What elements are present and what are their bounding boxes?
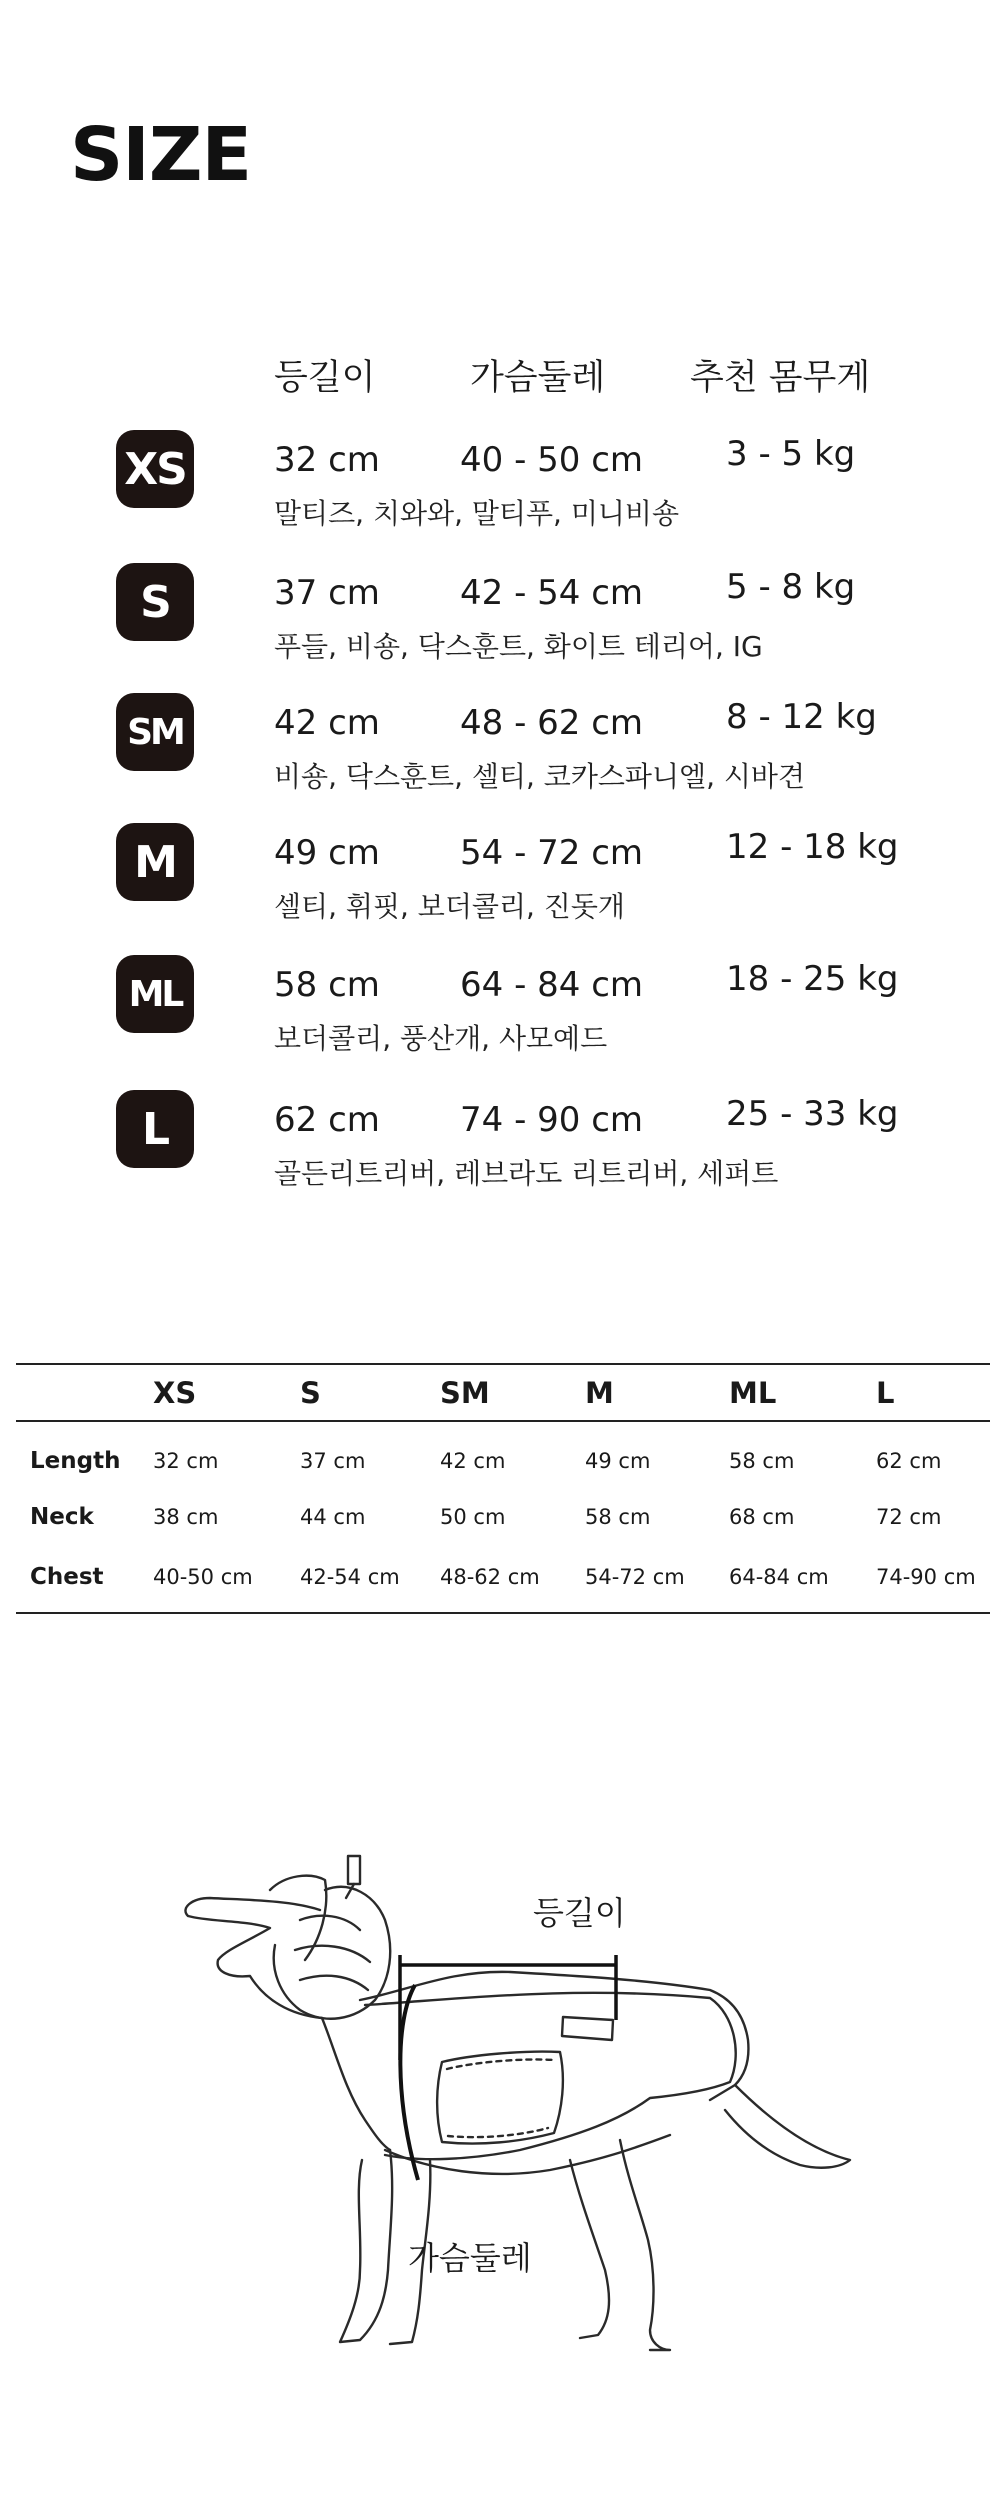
size-spec-table	[16, 1363, 990, 1614]
table-cell: 74-90 cm	[876, 1564, 976, 1589]
size-row-s	[0, 563, 1000, 673]
table-cell: 62 cm	[876, 1448, 942, 1473]
back-length-value: 42 cm	[274, 703, 380, 743]
breed-list: 푸들, 비숑, 닥스훈트, 화이트 테리어, IG	[274, 630, 763, 663]
table-header-m: M	[585, 1375, 614, 1410]
table-cell: 32 cm	[153, 1448, 219, 1473]
weight-value: 3 - 5 kg	[726, 434, 856, 474]
table-header-s: S	[300, 1375, 321, 1410]
table-cell: 44 cm	[300, 1505, 366, 1529]
dog-head-outline	[185, 1898, 322, 2018]
snood-toggle	[348, 1856, 360, 1884]
size-badge: L	[116, 1090, 194, 1168]
table-header-l: L	[876, 1375, 895, 1410]
table-cell: 58 cm	[585, 1505, 651, 1529]
size-badge: S	[116, 563, 194, 641]
chest-value: 64 - 84 cm	[460, 965, 644, 1005]
table-header-row	[16, 1364, 990, 1421]
table-cell: 50 cm	[440, 1505, 506, 1529]
table-cell: 42 cm	[440, 1448, 506, 1473]
chest-value: 40 - 50 cm	[460, 440, 644, 480]
back-length-diagram-label: 등길이	[533, 1894, 626, 1932]
size-badge: SM	[116, 693, 194, 771]
weight-value: 18 - 25 kg	[726, 959, 899, 999]
snood-collar-outline	[274, 1887, 390, 2019]
chest-value: 42 - 54 cm	[460, 573, 644, 613]
chest-value: 54 - 72 cm	[460, 833, 644, 873]
breed-list: 비숑, 닥스훈트, 셀티, 코카스파니엘, 시바견	[274, 760, 806, 793]
dog-tail	[725, 2085, 850, 2168]
table-row	[16, 1549, 990, 1613]
front-leg	[340, 2150, 392, 2342]
size-row-m	[0, 823, 1000, 933]
column-header-weight: 추천 몸무게	[690, 358, 871, 398]
dog-measurement-illustration	[150, 1850, 890, 2390]
size-row-xs	[0, 430, 1000, 540]
column-header-chest: 가슴둘레	[470, 358, 606, 398]
table-cell: 49 cm	[585, 1448, 651, 1473]
table-cell: 72 cm	[876, 1505, 942, 1529]
row-label-chest: Chest	[30, 1563, 104, 1590]
table-cell: 38 cm	[153, 1505, 219, 1529]
dog-chest-outline	[322, 2018, 390, 2150]
size-badge: M	[116, 823, 194, 901]
table-cell: 68 cm	[729, 1505, 795, 1529]
coat-pocket	[562, 2017, 613, 2040]
table-cell: 40-50 cm	[153, 1564, 253, 1589]
table-cell: 58 cm	[729, 1448, 795, 1473]
table-header-xs: XS	[153, 1375, 197, 1410]
weight-value: 25 - 33 kg	[726, 1094, 899, 1134]
size-row-sm	[0, 693, 1000, 803]
table-header-sm: SM	[440, 1375, 490, 1410]
row-label-length: Length	[30, 1447, 121, 1474]
breed-list: 보더콜리, 풍산개, 사모예드	[274, 1022, 608, 1055]
weight-value: 8 - 12 kg	[726, 697, 877, 737]
weight-value: 12 - 18 kg	[726, 827, 899, 867]
table-cell: 48-62 cm	[440, 1564, 540, 1589]
chest-measure-arc	[400, 1985, 418, 2180]
back-length-value: 58 cm	[274, 965, 380, 1005]
hind-leg-front	[570, 2160, 609, 2338]
coat-belly-flap	[437, 2052, 563, 2144]
dog-ear-outline	[270, 1876, 326, 1960]
row-label-neck: Neck	[30, 1504, 94, 1530]
table-cell: 64-84 cm	[729, 1564, 829, 1589]
table-cell: 37 cm	[300, 1448, 366, 1473]
table-cell: 42-54 cm	[300, 1564, 400, 1589]
size-row-l	[0, 1090, 1000, 1200]
chest-value: 48 - 62 cm	[460, 703, 644, 743]
table-row	[16, 1421, 990, 1485]
breed-list: 골든리트리버, 레브라도 리트리버, 세퍼트	[274, 1157, 779, 1190]
back-length-value: 32 cm	[274, 440, 380, 480]
weight-value: 5 - 8 kg	[726, 567, 856, 607]
chest-diagram-label: 가슴둘레	[408, 2239, 532, 2277]
table-cell: 54-72 cm	[585, 1564, 685, 1589]
size-row-ml	[0, 955, 1000, 1065]
breed-list: 셀티, 휘핏, 보더콜리, 진돗개	[274, 890, 625, 923]
table-header-ml: ML	[729, 1375, 777, 1410]
column-header-back-length: 등길이	[274, 358, 376, 398]
back-length-value: 37 cm	[274, 573, 380, 613]
table-row	[16, 1485, 990, 1549]
breed-list: 말티즈, 치와와, 말티푸, 미니비숑	[274, 497, 680, 530]
back-length-value: 49 cm	[274, 833, 380, 873]
size-badge: ML	[116, 955, 194, 1033]
page-title: SIZE	[70, 112, 252, 198]
table-header-corner	[16, 1364, 153, 1421]
size-badge: XS	[116, 430, 194, 508]
hind-leg	[620, 2140, 670, 2350]
chest-value: 74 - 90 cm	[460, 1100, 644, 1140]
snood-folds	[295, 1916, 370, 1990]
back-length-value: 62 cm	[274, 1100, 380, 1140]
dog-body-outline	[360, 1972, 748, 2100]
